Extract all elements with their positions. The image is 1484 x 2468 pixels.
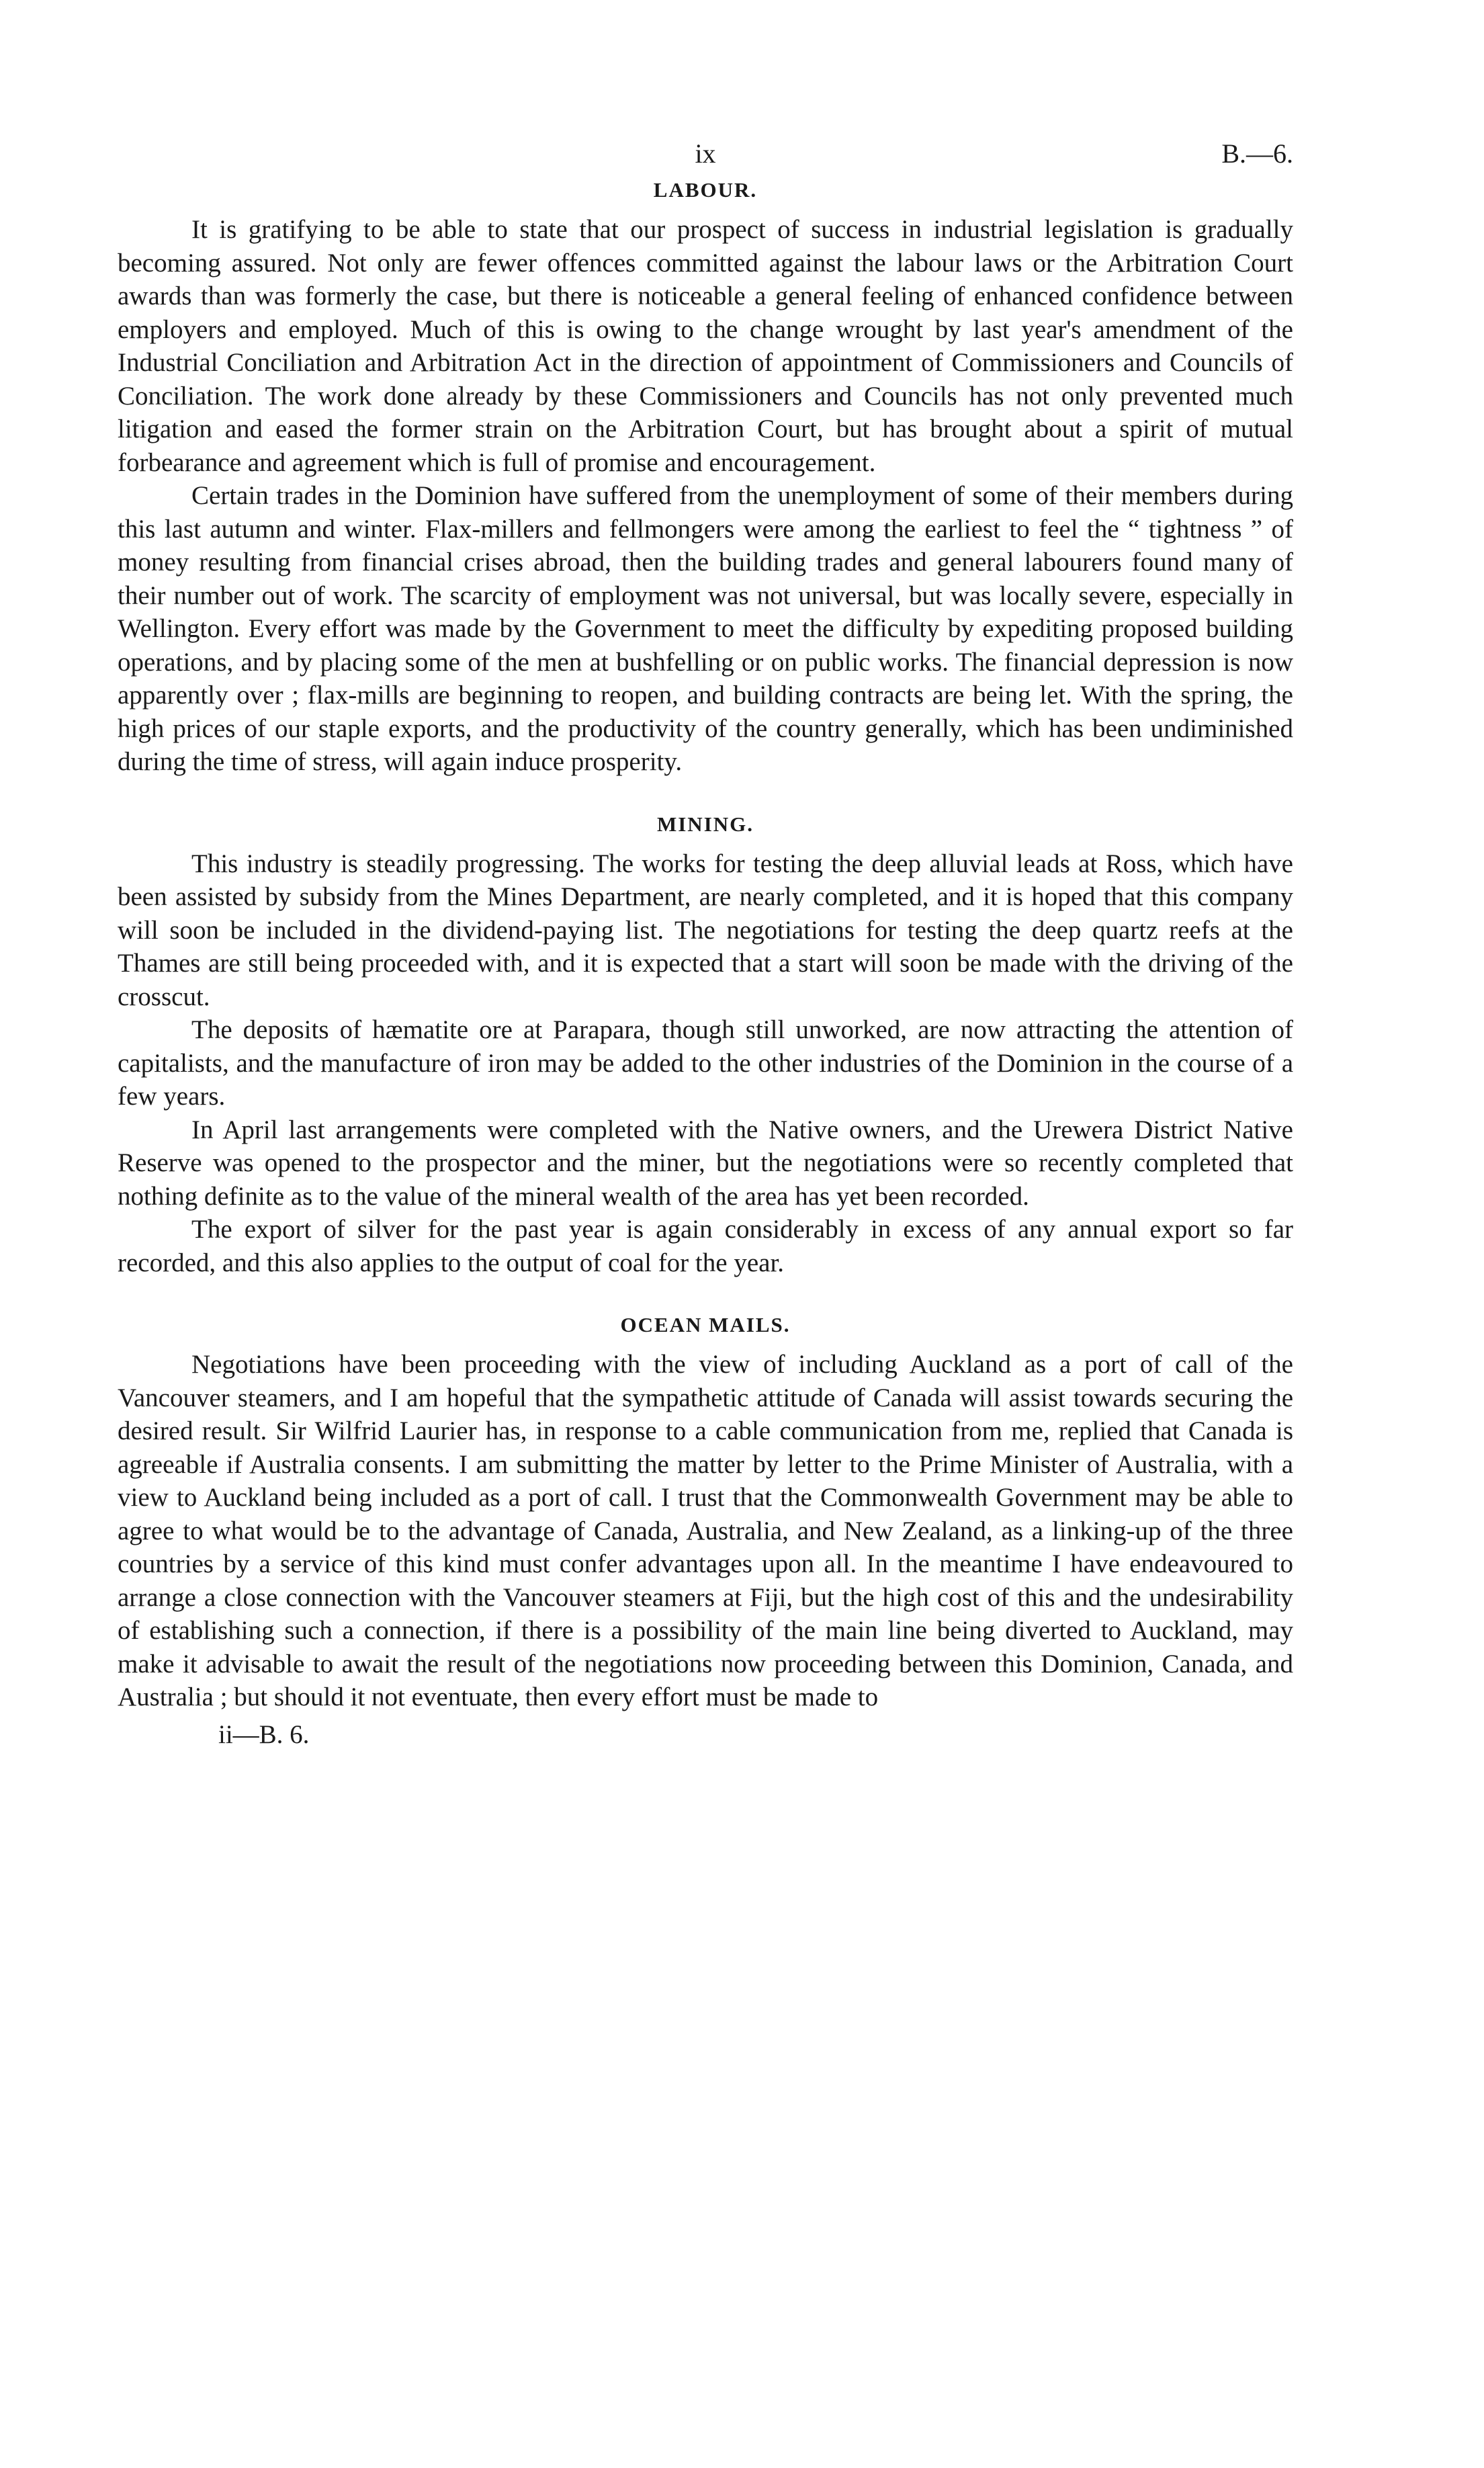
paragraph: In April last arrangements were completed with the Native owners, and the Urewera District Native Reserve was opened to the prospector and the miner, but the negotiations were so recently completed that nothing definite as to the value of the mineral wealth of the area has yet been recorded. bbox=[118, 1115, 1293, 1211]
document-page bbox=[118, 138, 1293, 1750]
section-ocean-mails bbox=[118, 1313, 1293, 1714]
paragraph: Negotiations have been proceeding with the view of including Auckland as a port of call of the Vancouver steamers, and I am hopeful that the sympathetic attitude of Canada will assist towards securing the desired result. Sir Wilfrid Laurier has, in response to a cable communication from me, replied that Canada is agreeable if Australia consents. I am submitting the matter by letter to the Prime Minister of Australia, with a view to Auckland being included as a port of call. I trust that the Commonwealth Government may be able to agree to what would be to the advantage of Canada, Australia, and New Zealand, as a linking-up of the three countries by a service of this kind must confer advantages upon all. In the meantime I have endeavoured to arrange a close connection with the Vancouver steamers at Fiji, but the high cost of this and the undesirability of establishing such a connection, if there is a possibility of the main line being diverted to Auckland, may make it advisable to await the result of the negotiations now proceeding between this Dominion, Canada, and Australia ; but should it not eventuate, then every effort must be made to bbox=[118, 1350, 1293, 1711]
paragraph: The export of silver for the past year is again considerably in excess of any annual export so far recorded, and this also applies to the output of coal for the year. bbox=[118, 1215, 1293, 1277]
document-reference: B.—6. bbox=[1221, 138, 1293, 169]
section-heading: OCEAN MAILS. bbox=[620, 1313, 791, 1336]
section-heading: MINING. bbox=[656, 812, 754, 836]
signature-mark: ii—B. 6. bbox=[218, 1719, 310, 1749]
section-mining bbox=[118, 812, 1293, 1280]
paragraph: The deposits of hæmatite ore at Parapara, though still unworked, are now attracting the attention of capitalists, and the manufacture of iron may be added to the other industries of the Dominion in the course of a few years. bbox=[118, 1015, 1293, 1111]
paragraph: Certain trades in the Dominion have suffered from the unemployment of some of their members during this last autumn and winter. Flax-millers and fellmongers were among the earliest to feel the “ tightness ” of money resulting from financial crises abroad, then the building trades and general labourers found many of their number out of work. The scarcity of employment was not universal, but was locally severe, especially in Wellington. Every effort was made by the Government to meet the difficulty by expediting proposed building operations, and by placing some of the men at bushfelling or on public works. The financial depression is now apparently over ; flax-mills are beginning to reopen, and building contracts are being let. With the spring, the high prices of our staple exports, and the productivity of the country generally, which has been undiminished during the time of stress, will again induce prosperity. bbox=[118, 481, 1293, 776]
page-number: ix bbox=[695, 138, 716, 169]
paragraph: This industry is steadily progressing. The works for testing the deep alluvial leads at Ross, which have been assisted by subsidy from the Mines Department, are nearly completed, and it is hoped that this company will soon be included in the dividend-paying list. The negotiations for testing the deep quartz reefs at the Thames are still being proceeded with, and it is expected that a start will soon be made with the driving of the crosscut. bbox=[118, 849, 1293, 1011]
paragraph: It is gratifying to be able to state that our prospect of success in industrial legislation is gradually becoming assured. Not only are fewer offences committed against the labour laws or the Arbitration Court awards than was formerly the case, but there is noticeable a general feeling of enhanced confidence between employers and employed. Much of this is owing to the change wrought by last year's amendment of the Industrial Conciliation and Arbitration Act in the direction of appointment of Commissioners and Councils of Conciliation. The work done already by these Commissioners and Councils has not only prevented much litigation and eased the former strain on the Arbitration Court, but has brought about a spirit of mutual forbearance and agreement which is full of promise and encouragement. bbox=[118, 215, 1293, 477]
page-header bbox=[118, 138, 1293, 178]
section-heading: LABOUR. bbox=[653, 178, 758, 202]
section-labour bbox=[118, 178, 1293, 779]
